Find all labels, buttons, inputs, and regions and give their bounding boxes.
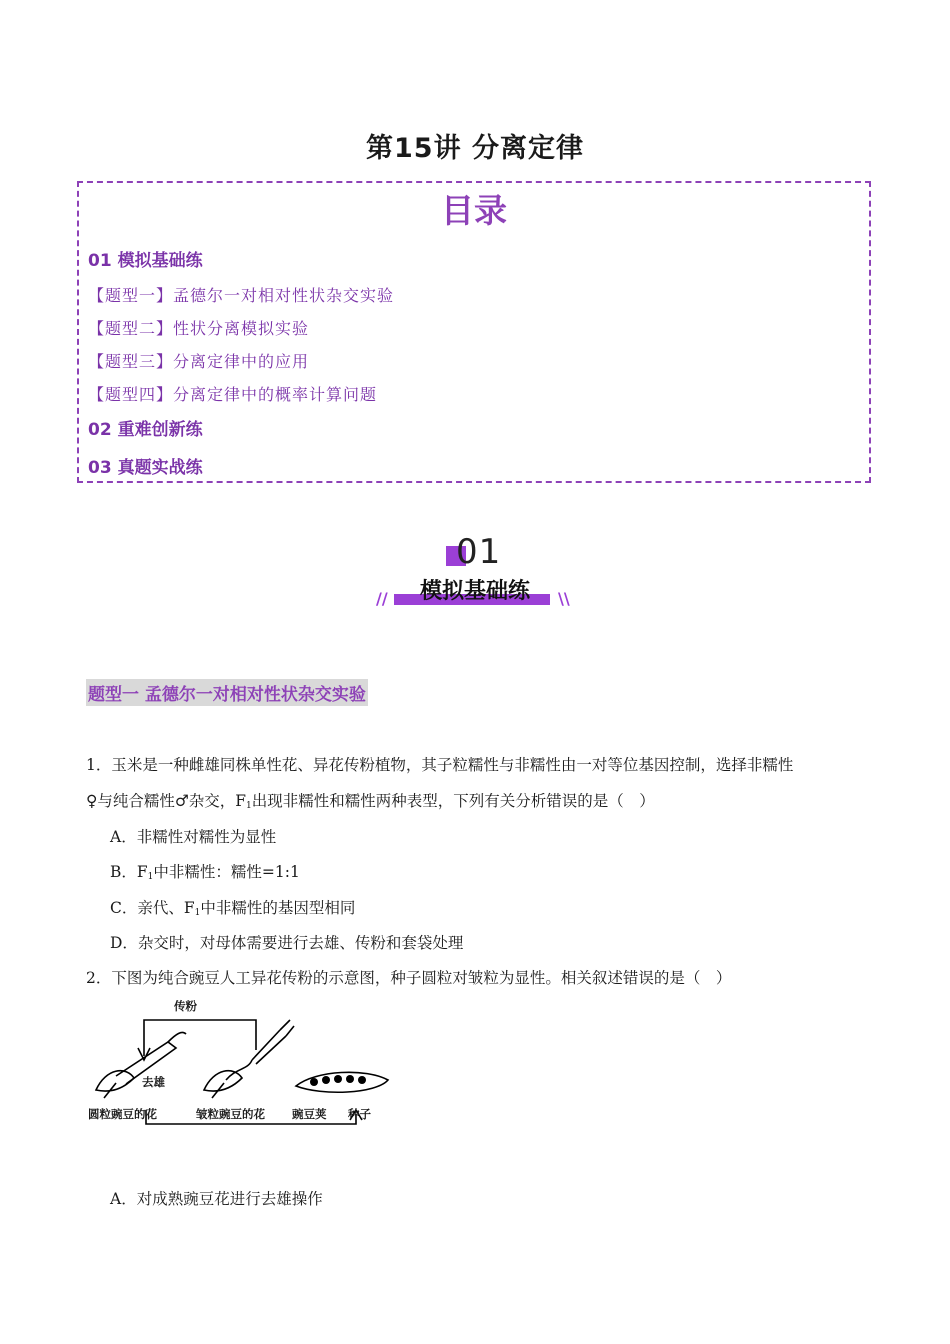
- toc-section-2[interactable]: 02 重难创新练: [88, 420, 203, 440]
- label-pea-pod: 豌豆荚: [292, 1107, 327, 1121]
- toc-item-type1[interactable]: 【题型一】孟德尔一对相对性状杂交实验: [88, 286, 395, 305]
- question-1-option-b[interactable]: B．$F_1$中非糯性：糯性=1:1: [110, 863, 300, 882]
- question-type-heading: 题型一 孟德尔一对相对性状杂交实验: [86, 679, 368, 706]
- question-1-option-d[interactable]: D．杂交时，对母体需要进行去雄、传粉和套袋处理: [110, 934, 464, 952]
- page-title: 第15讲 分离定律: [366, 133, 584, 164]
- table-of-contents: [77, 181, 871, 483]
- banner-slash-right-decoration: \\: [558, 589, 570, 608]
- toc-item-type2[interactable]: 【题型二】性状分离模拟实验: [88, 319, 310, 338]
- toc-section-1[interactable]: 01 模拟基础练: [88, 251, 203, 271]
- toc-section-3[interactable]: 03 真题实战练: [88, 458, 203, 478]
- question-1-stem-line-2: ♀与纯合糯性♂杂交，$F_1$出现非糯性和糯性两种表型，下列有关分析错误的是（ ）: [86, 792, 655, 811]
- label-pollination: 传粉: [174, 999, 197, 1013]
- question-1-option-a[interactable]: A．非糯性对糯性为显性: [110, 828, 277, 846]
- banner-slash-left-decoration: //: [376, 589, 388, 608]
- question-1-option-c[interactable]: C．亲代、$F_1$中非糯性的基因型相同: [110, 899, 356, 918]
- question-2-option-a[interactable]: A．对成熟豌豆花进行去雄操作: [110, 1190, 323, 1208]
- label-round-flower: 圆粒豌豆的花: [88, 1107, 157, 1121]
- toc-item-type4[interactable]: 【题型四】分离定律中的概率计算问题: [88, 385, 378, 404]
- label-emasculation: 去雄: [142, 1075, 165, 1089]
- label-wrinkled-flower: 皱粒豌豆的花: [196, 1107, 265, 1121]
- section-banner: [370, 534, 580, 614]
- banner-number: 01: [456, 532, 502, 572]
- banner-label: 模拟基础练: [419, 579, 530, 604]
- question-2-stem: 2．下图为纯合豌豆人工异花传粉的示意图，种子圆粒对皱粒为显性。相关叙述错误的是（ ）: [86, 969, 732, 987]
- toc-heading: 目录: [441, 191, 507, 230]
- pollination-diagram: [86, 998, 396, 1128]
- label-seed: 种子: [348, 1107, 371, 1121]
- question-1-stem-line-1: 1．玉米是一种雌雄同株单性花、异花传粉植物，其子粒糯性与非糯性由一对等位基因控制，选择非糯性: [86, 756, 794, 774]
- toc-item-type3[interactable]: 【题型三】分离定律中的应用: [88, 352, 310, 371]
